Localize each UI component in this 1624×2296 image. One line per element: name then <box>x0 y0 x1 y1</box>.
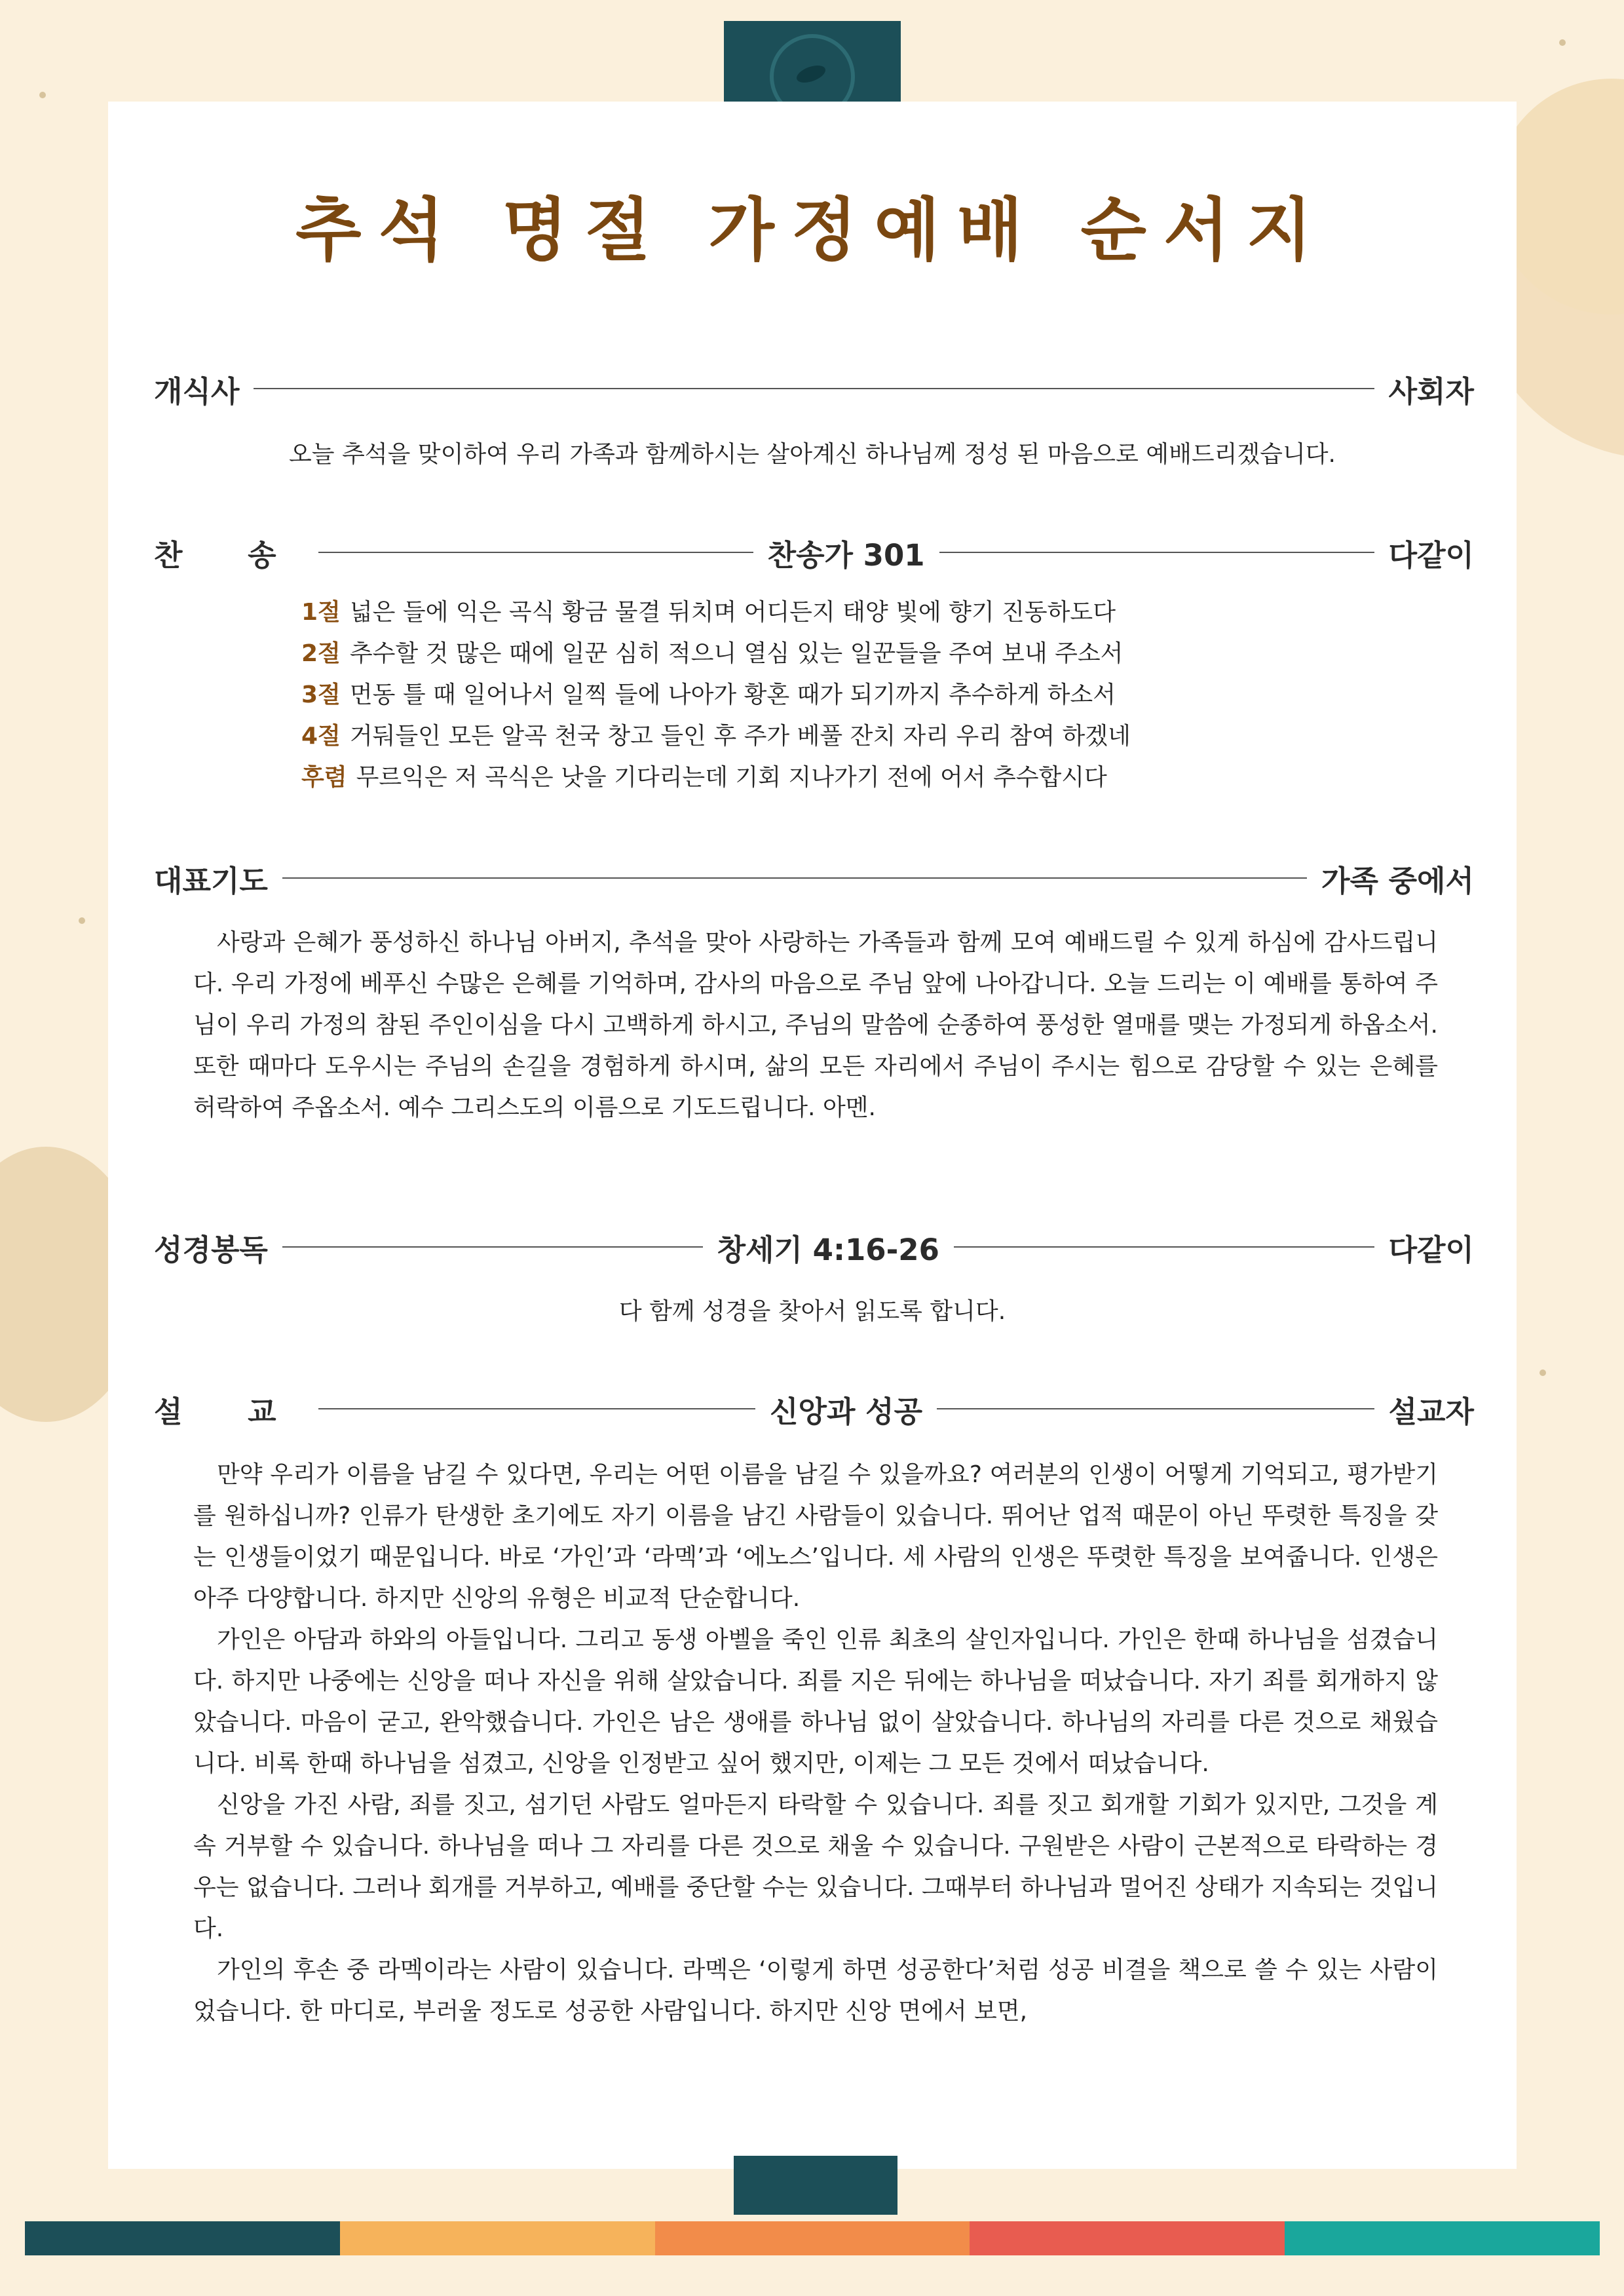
scripture-reference: 창세기 4:16-26 <box>717 1232 939 1267</box>
color-stripe <box>340 2221 655 2255</box>
section-leader: 다같이 <box>1388 537 1475 573</box>
divider-line <box>282 1246 703 1248</box>
section-leader: 가족 중에서 <box>1321 863 1474 898</box>
section-header-scripture <box>154 1224 1474 1270</box>
document-title: 추석 명절 가정예배 순서지 <box>295 190 1329 270</box>
scripture-instruction: 다 함께 성경을 찾아서 읽도록 합니다. <box>618 1298 1006 1325</box>
section-text-opening: 오늘 추석을 맞이하여 우리 가족과 함께하시는 살아계신 하나님께 정성 된 마음으로 예배드리겠습니다. <box>289 441 1336 468</box>
divider-line <box>282 877 1307 879</box>
section-label: 찬 송 <box>154 537 304 573</box>
section-header-sermon <box>154 1386 1474 1432</box>
verse-number: 3절 <box>301 681 341 708</box>
section-header-opening <box>154 366 1474 411</box>
hymn-verses <box>301 592 1131 798</box>
sermon-paragraph: 가인은 아담과 하와의 아들입니다. 그리고 동생 아벨을 죽인 인류 최초의 살인자입니다. 가인은 한때 하나님을 섬겼습니다. 하지만 나중에는 신앙을 떠나 자신을 위해 살았습니다. 죄를 지은 뒤에는 하나님을 떠났습니다. 자기 죄를 회개하지 않았습니다. 마음이 굳고, 완악했습니다. 가인은 남은 생애를 하나님 없이 살았습니다. 하나님의 자리를 다른 것으로 채웠습니다. 비록 한때 하나님을 섬겼고, 신앙을 인정받고 싶어 했지만, 이제는 그 모든 것에서 떠났습니다. <box>193 1626 1438 1777</box>
color-stripe <box>655 2221 970 2255</box>
hymn-verse <box>301 757 1131 798</box>
color-stripe <box>970 2221 1285 2255</box>
decorative-dot <box>79 917 85 924</box>
verse-text: 거둬들인 모든 알곡 천국 창고 들인 후 주가 베풀 잔치 자리 우리 참여 하겠네 <box>349 723 1131 750</box>
bottom-tab <box>734 2156 897 2215</box>
prayer-text: 사랑과 은혜가 풍성하신 하나님 아버지, 추석을 맞아 사랑하는 가족들과 함께 모여 예배드릴 수 있게 하심에 감사드립니다. 우리 가정에 베푸신 수많은 은혜를 기억하며, 감사의 마음으로 주님 앞에 나아갑니다. 오늘 드리는 이 예배를 통하여 주님이 우리 가정의 참된 주인이심을 다시 고백하게 하시고, 주님의 말씀에 순종하여 풍성한 열매를 맺는 가정되게 하옵소서. 또한 때마다 도우시는 주님의 손길을 경험하게 하시며, 삶의 모든 자리에서 주님이 주시는 힘으로 감당할 수 있는 은혜를 허락하여 주옵소서. 예수 그리스도의 이름으로 기도드립니다. 아멘. <box>193 929 1438 1121</box>
section-label: 설 교 <box>154 1394 304 1429</box>
verse-number: 1절 <box>301 599 341 626</box>
hymn-verse <box>301 674 1131 716</box>
sermon-body <box>193 1454 1438 2032</box>
section-label: 개식사 <box>154 373 240 409</box>
divider-line <box>318 552 753 553</box>
sermon-paragraph: 가인의 후손 중 라멕이라는 사람이 있습니다. 라멕은 ‘이렇게 하면 성공한다’처럼 성공 비결을 책으로 쓸 수 있는 사람이었습니다. 한 마디로, 부러울 정도로 성공한 사람입니다. 하지만 신앙 면에서 보면, <box>193 1957 1438 2025</box>
divider-line <box>954 1246 1374 1248</box>
decorative-dot <box>1559 39 1566 46</box>
hymn-verse <box>301 716 1131 757</box>
hymn-verse <box>301 592 1131 633</box>
section-header-prayer <box>154 855 1474 901</box>
verse-number: 4절 <box>301 723 341 750</box>
verse-number: 2절 <box>301 640 341 667</box>
section-leader: 사회자 <box>1388 373 1474 409</box>
section-label: 대표기도 <box>154 863 268 898</box>
color-stripe <box>25 2221 340 2255</box>
top-emblem-tab <box>724 21 901 106</box>
verse-text: 무르익은 저 곡식은 낫을 기다리는데 기회 지나가기 전에 어서 추수합시다 <box>356 764 1107 791</box>
section-leader: 다같이 <box>1388 1232 1474 1267</box>
verse-text: 추수할 것 많은 때에 일꾼 심히 적으니 열심 있는 일꾼들을 주여 보내 주소서 <box>349 640 1124 667</box>
color-stripe <box>1285 2221 1600 2255</box>
section-header-hymn <box>154 529 1474 575</box>
decorative-dot <box>1539 1369 1546 1376</box>
document-card <box>108 102 1517 2169</box>
divider-line <box>937 1408 1374 1409</box>
hymn-title: 찬송가 301 <box>767 537 925 573</box>
divider-line <box>254 388 1374 389</box>
verse-number: 후렴 <box>301 764 347 791</box>
section-leader: 설교자 <box>1388 1394 1474 1429</box>
section-label: 성경봉독 <box>154 1232 268 1267</box>
sermon-title: 신앙과 성공 <box>770 1394 923 1429</box>
sermon-paragraph: 만약 우리가 이름을 남길 수 있다면, 우리는 어떤 이름을 남길 수 있을까요? 여러분의 인생이 어떻게 기억되고, 평가받기를 원하십니까? 인류가 탄생한 초기에도 자기 이름을 남긴 사람들이 있습니다. 뛰어난 업적 때문이 아닌 뚜렷한 특징을 갖는 인생들이었기 때문입니다. 바로 ‘가인’과 ‘라멕’과 ‘에노스’입니다. 세 사람의 인생은 뚜렷한 특징을 보여줍니다. 인생은 아주 다양합니다. 하지만 신앙의 유형은 비교적 단순합니다. <box>193 1461 1438 1612</box>
decorative-dot <box>39 92 46 98</box>
verse-text: 넓은 들에 익은 곡식 황금 물결 뒤치며 어디든지 태양 빛에 향기 진동하도다 <box>349 599 1116 626</box>
verse-text: 먼동 틀 때 일어나서 일찍 들에 나아가 황혼 때가 되기까지 추수하게 하소서 <box>349 681 1116 708</box>
divider-line <box>318 1408 755 1409</box>
hymn-verse <box>301 633 1131 674</box>
divider-line <box>939 552 1374 553</box>
bottom-color-bar <box>25 2221 1600 2255</box>
sermon-paragraph: 신앙을 가진 사람, 죄를 짓고, 섬기던 사람도 얼마든지 타락할 수 있습니다. 죄를 짓고 회개할 기회가 있지만, 그것을 계속 거부할 수 있습니다. 하나님을 떠나 그 자리를 다른 것으로 채울 수 있습니다. 구원받은 사람이 근본적으로 타락하는 경우는 없습니다. 그러나 회개를 거부하고, 예배를 중단할 수는 있습니다. 그때부터 하나님과 멀어진 상태가 지속되는 것입니다. <box>193 1791 1438 1942</box>
